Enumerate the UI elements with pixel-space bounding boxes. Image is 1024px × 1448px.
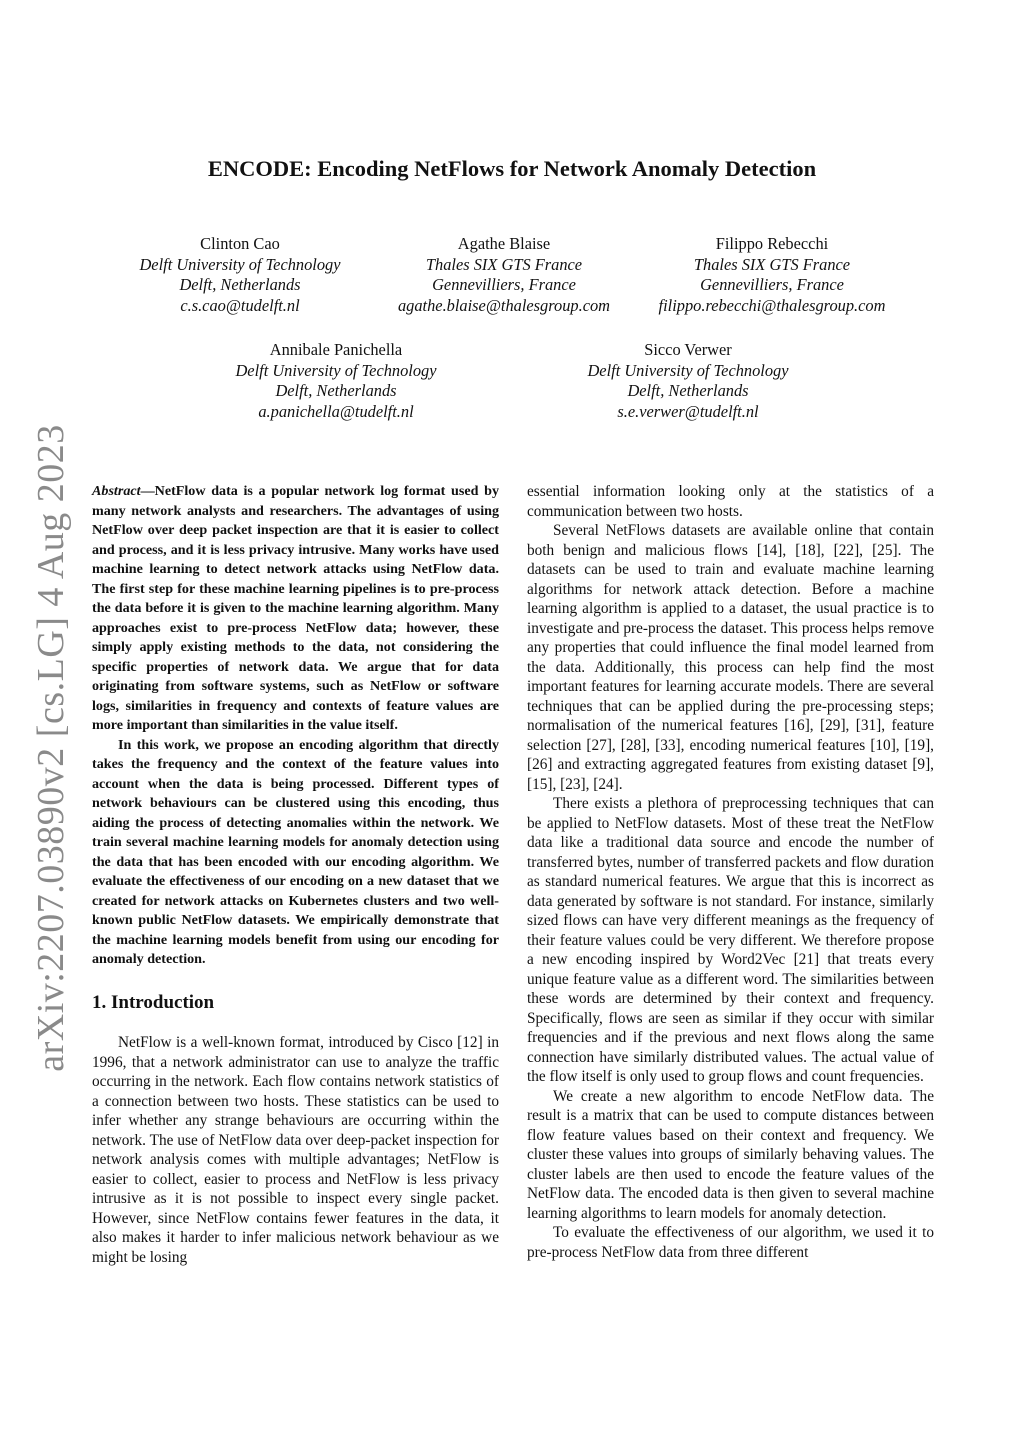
author-block [354,234,654,316]
body-paragraph: To evaluate the effectiveness of our algorithm, we used it to pre-process NetFlow data from three different [527,1224,934,1261]
body-paragraph-continued: essential information looking only at the statistics of a communication between two hosts. [527,483,934,520]
author-location: Delft, Netherlands [179,275,301,295]
left-column [92,482,499,1267]
author-name: Sicco Verwer [644,340,732,359]
author-affiliation: Delft University of Technology [235,360,437,380]
paper-title: ENCODE: Encoding NetFlows for Network Anomaly Detection [207,156,817,181]
author-email: c.s.cao@tudelft.nl [180,295,300,315]
author-email: a.panichella@tudelft.nl [258,401,414,421]
section-heading: 1. Introduction [92,991,215,1013]
author-block [622,234,922,316]
author-block [186,340,486,422]
author-affiliation: Thales SIX GTS France [425,254,583,274]
author-affiliation: Delft University of Technology [587,360,789,380]
right-column [527,482,934,1262]
author-block [90,234,390,316]
author-location: Delft, Netherlands [275,381,397,401]
arxiv-identifier: arXiv:2207.03890v2 [cs.LG] 4 Aug 2023 [30,424,72,1072]
abstract-label: Abstract [92,483,141,499]
abstract-paragraph [92,482,499,736]
author-affiliation: Delft University of Technology [139,254,341,274]
body-paragraph: NetFlow is a well-known format, introduced by Cisco [12] in 1996, that a network administrator can use to analyze the traffic occurring in the network. Each flow contains network statistics of a connection between two hosts. These statistics can be used to infer whether any strange behaviours are occurring within the network. The use of NetFlow data over deep-packet inspection for network analysis comes with multiple advantages; NetFlow is easier to collect, easier to process and NetFlow is less privacy intrusive as it is not possible to inspect every single packet. However, since NetFlow contains fewer features in the data, it also makes it harder to infer malicious network behaviour as we might be losing [92,1034,499,1266]
author-block [538,340,838,422]
author-email: agathe.blaise@thalesgroup.com [397,295,611,315]
body-paragraph: We create a new algorithm to encode NetFlow data. The result is a matrix that can be used to compute distances between flow feature values based on their context and frequency. We cluster these values into groups of similarly behaving values. The cluster labels are then used to encode the feature values of the NetFlow data. The encoded data is then given to several machine learning algorithms to learn models for anomaly detection. [527,1087,934,1222]
author-location: Gennevilliers, France [700,275,844,295]
author-name: Clinton Cao [200,234,280,253]
author-name: Annibale Panichella [269,340,403,359]
author-name: Filippo Rebecchi [715,234,829,253]
author-affiliation: Thales SIX GTS France [693,254,851,274]
author-email: s.e.verwer@tudelft.nl [617,401,759,421]
body-paragraph: There exists a plethora of preprocessing techniques that can be applied to NetFlow datasets. Most of these treat the NetFlow data like a traditional data source and encode the number of transferred bytes, number of transferred packets and flow duration as standard numerical features. We argue that this is incorrect as data generated by software is not standard. For instance, similarly sized flows can have very different meanings as the frequency of their feature values could be very different. We therefore propose a new encoding inspired by Word2Vec [21] that treats every unique feature value as a different word. The similarities between these words are determined by their context and frequency. Specifically, flows are seen as similar if they occur with similar frequencies and if the previous and next flows along the same connection have similarly distributed values. The actual value of the flow itself is only used to group flows and count frequencies. [527,795,934,1085]
abstract-text: —NetFlow data is a popular network log format used by many network analysts and researchers. The advantages of using NetFlow over deep packet inspection are that it is easier to collect and process, and it is less privacy intrusive. Many works have used machine learning to detect network attacks using NetFlow data. The first step for these machine learning pipelines is to pre-process the data before it is given to the machine learning algorithm. Many approaches exist to pre-process NetFlow data; however, these simply apply existing methods to the data, not considering the specific properties of network data. We argue that for data originating from software systems, such as NetFlow or software logs, similarities in frequency and contexts of feature values are more important than similarities in the value itself. [92,483,499,733]
author-name: Agathe Blaise [457,234,551,253]
author-email: filippo.rebecchi@thalesgroup.com [658,295,886,315]
author-location: Delft, Netherlands [627,381,749,401]
author-location: Gennevilliers, France [432,275,576,295]
abstract-paragraph-2: In this work, we propose an encoding algorithm that directly takes the frequency and the context of the feature values into account when the data is being processed. Different types of network behaviours can be clustered using this encoding, thus aiding the process of detecting anomalies within the network. We train several machine learning models for anomaly detection using the data that has been encoded with our encoding algorithm. We evaluate the effectiveness of our encoding on a new dataset that we created for network attacks on Kubernetes clusters and two well-known public NetFlow datasets. We empirically demonstrate that the machine learning models benefit from using our encoding for anomaly detection. [92,736,499,967]
arxiv-sidebar-stamp [6,0,72,1448]
body-paragraph: Several NetFlows datasets are available online that contain both benign and malicious flows [14], [18], [22], [25]. The datasets can be used to train and evaluate machine learning algorithms for network attack detection. Before a machine learning algorithm is applied to a dataset, the usual practice is to investigate and pre-process the dataset. This process helps remove any properties that could influence the final model learned from the data. Additionally, this process can help find the most important features for learning accurate models. There are several techniques that can be applied during the pre-processing steps; normalisation of the numerical features [16], [29], [31], feature selection [27], [28], [33], encoding numerical features [10], [19], [26] and extracting aggregated features from existing dataset [9], [15], [23], [24]. [527,522,934,793]
